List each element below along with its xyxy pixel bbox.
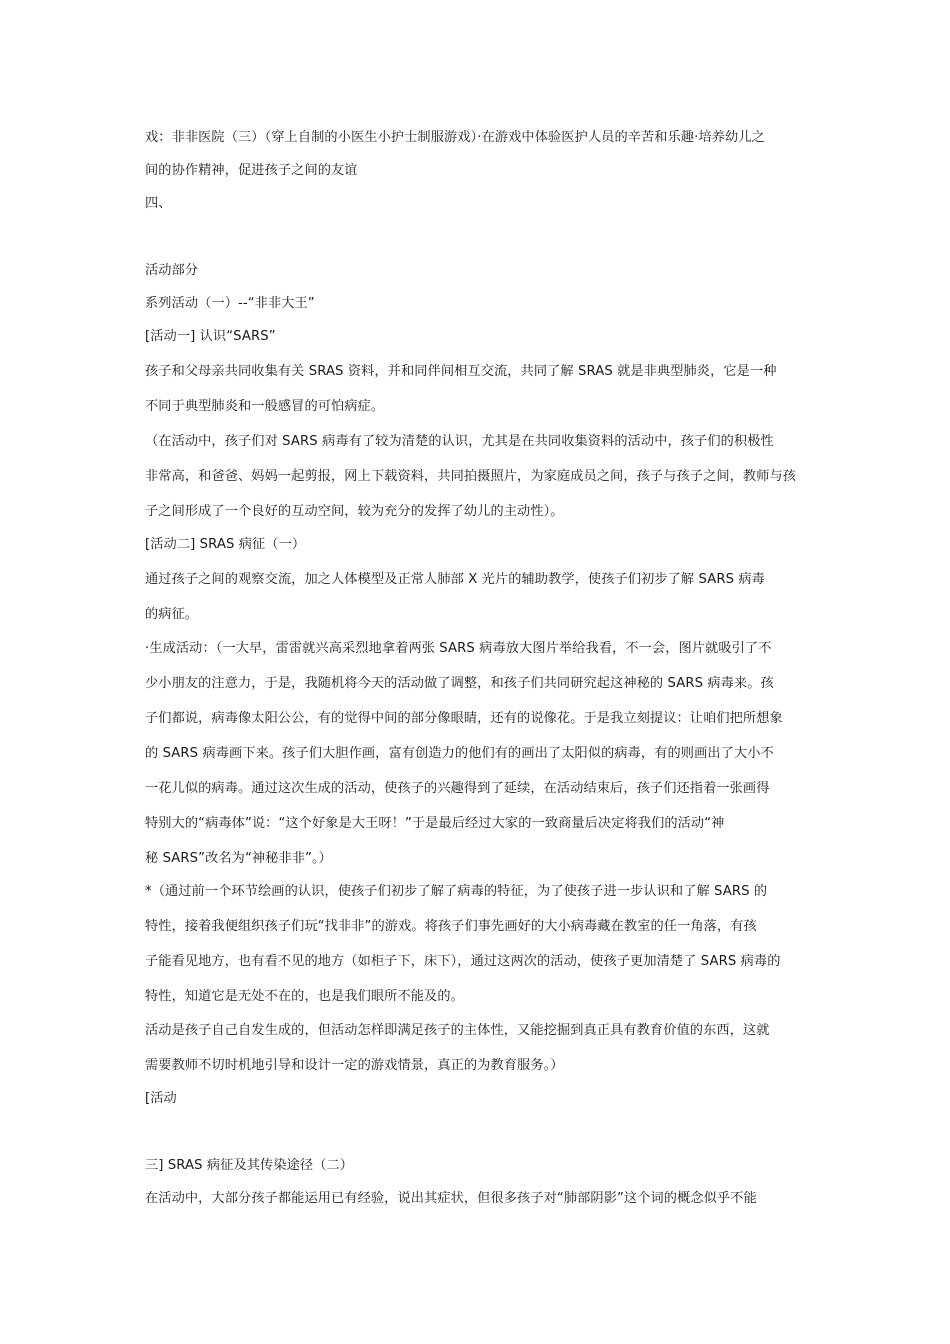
text-line: 非常高，和爸爸、妈妈一起剪报，网上下载资料，共同拍摄照片，为家庭成员之间，孩子与孩子之间，教师与孩 [145,469,797,484]
text-line: 的病征。 [145,607,199,622]
text-line: 通过孩子之间的观察交流，加之人体模型及正常人肺部 X 光片的辅助教学，使孩子们初步了解 SARS 病毒 [145,572,765,587]
text-line: [活动二] SRAS 病征（一） [145,537,306,552]
text-line: 少小朋友的注意力，于是，我随机将今天的活动做了调整，和孩子们共同研究起这神秘的 SARS 病毒来。孩 [145,676,774,691]
text-line: 子们都说，病毒像太阳公公，有的觉得中间的部分像眼睛，还有的说像花。于是我立刻提议：让咱们把所想象 [145,711,783,726]
text-line: 特别大的“病毒体”说：“这个好象是大王呀！”于是最后经过大家的一致商量后决定将我们的活动“神 [145,816,725,831]
text-line: 活动部分 [145,263,199,278]
text-line: ·生成活动：（一大早，雷雷就兴高采烈地拿着两张 SARS 病毒放大图片举给我看，不一会，图片就吸引了不 [145,641,772,656]
text-line: 系列活动（一）--“非非大王” [145,296,315,311]
text-line: 孩子和父母亲共同收集有关 SRAS 资料，并和同伴间相互交流，共同了解 SRAS 就是非典型肺炎，它是一种 [145,364,777,379]
text-line: 在活动中，大部分孩子都能运用已有经验，说出其症状，但很多孩子对“肺部阴影”这个词的概念似乎不能 [145,1191,757,1206]
text-line: 戏：非非医院（三）（穿上自制的小医生小护士制服游戏）·在游戏中体验医护人员的辛苦和乐趣·培养幼儿之 [145,130,765,145]
text-line: [活动 [145,1091,177,1106]
text-line: 特性，知道它是无处不在的，也是我们眼所不能及的。 [145,989,464,1004]
text-line: 三] SRAS 病征及其传染途径（二） [145,1158,354,1173]
text-line: 秘 SARS”改名为“神秘非非”。） [145,851,332,866]
text-line: 不同于典型肺炎和一般感冒的可怕病症。 [145,399,385,414]
text-line: 四、 [145,196,172,211]
text-line: 子之间形成了一个良好的互动空间，较为充分的发挥了幼儿的主动性）。 [145,504,564,519]
text-line: 需要教师不切时机地引导和设计一定的游戏情景，真正的为教育服务。） [145,1058,564,1073]
text-line: 间的协作精神，促进孩子之间的友谊 [145,163,358,178]
text-line: *（通过前一个环节绘画的认识，使孩子们初步了解了病毒的特征，为了使孩子进一步认识和了解 SARS 的 [145,884,768,899]
text-line: 子能看见地方，也有看不见的地方（如柜子下，床下），通过这两次的活动，使孩子更加清楚了 SARS 病毒的 [145,954,781,969]
text-line: （在活动中，孩子们对 SARS 病毒有了较为清楚的认识，尤其是在共同收集资料的活动中，孩子们的积极性 [145,434,774,449]
text-line: 一花儿似的病毒。通过这次生成的活动，使孩子的兴趣得到了延续，在活动结束后，孩子们还指着一张画得 [145,781,770,796]
text-line: [活动一] 认识“SARS” [145,329,276,344]
text-line: 活动是孩子自己自发生成的，但活动怎样即满足孩子的主体性，又能挖掘到真正具有教育价值的东西，这就 [145,1023,770,1038]
text-line: 特性，接着我便组织孩子们玩“找非非”的游戏。将孩子们事先画好的大小病毒藏在教室的任一角落，有孩 [145,919,757,934]
text-line: 的 SARS 病毒画下来。孩子们大胆作画，富有创造力的他们有的画出了太阳似的病毒，有的则画出了大小不 [145,746,774,761]
